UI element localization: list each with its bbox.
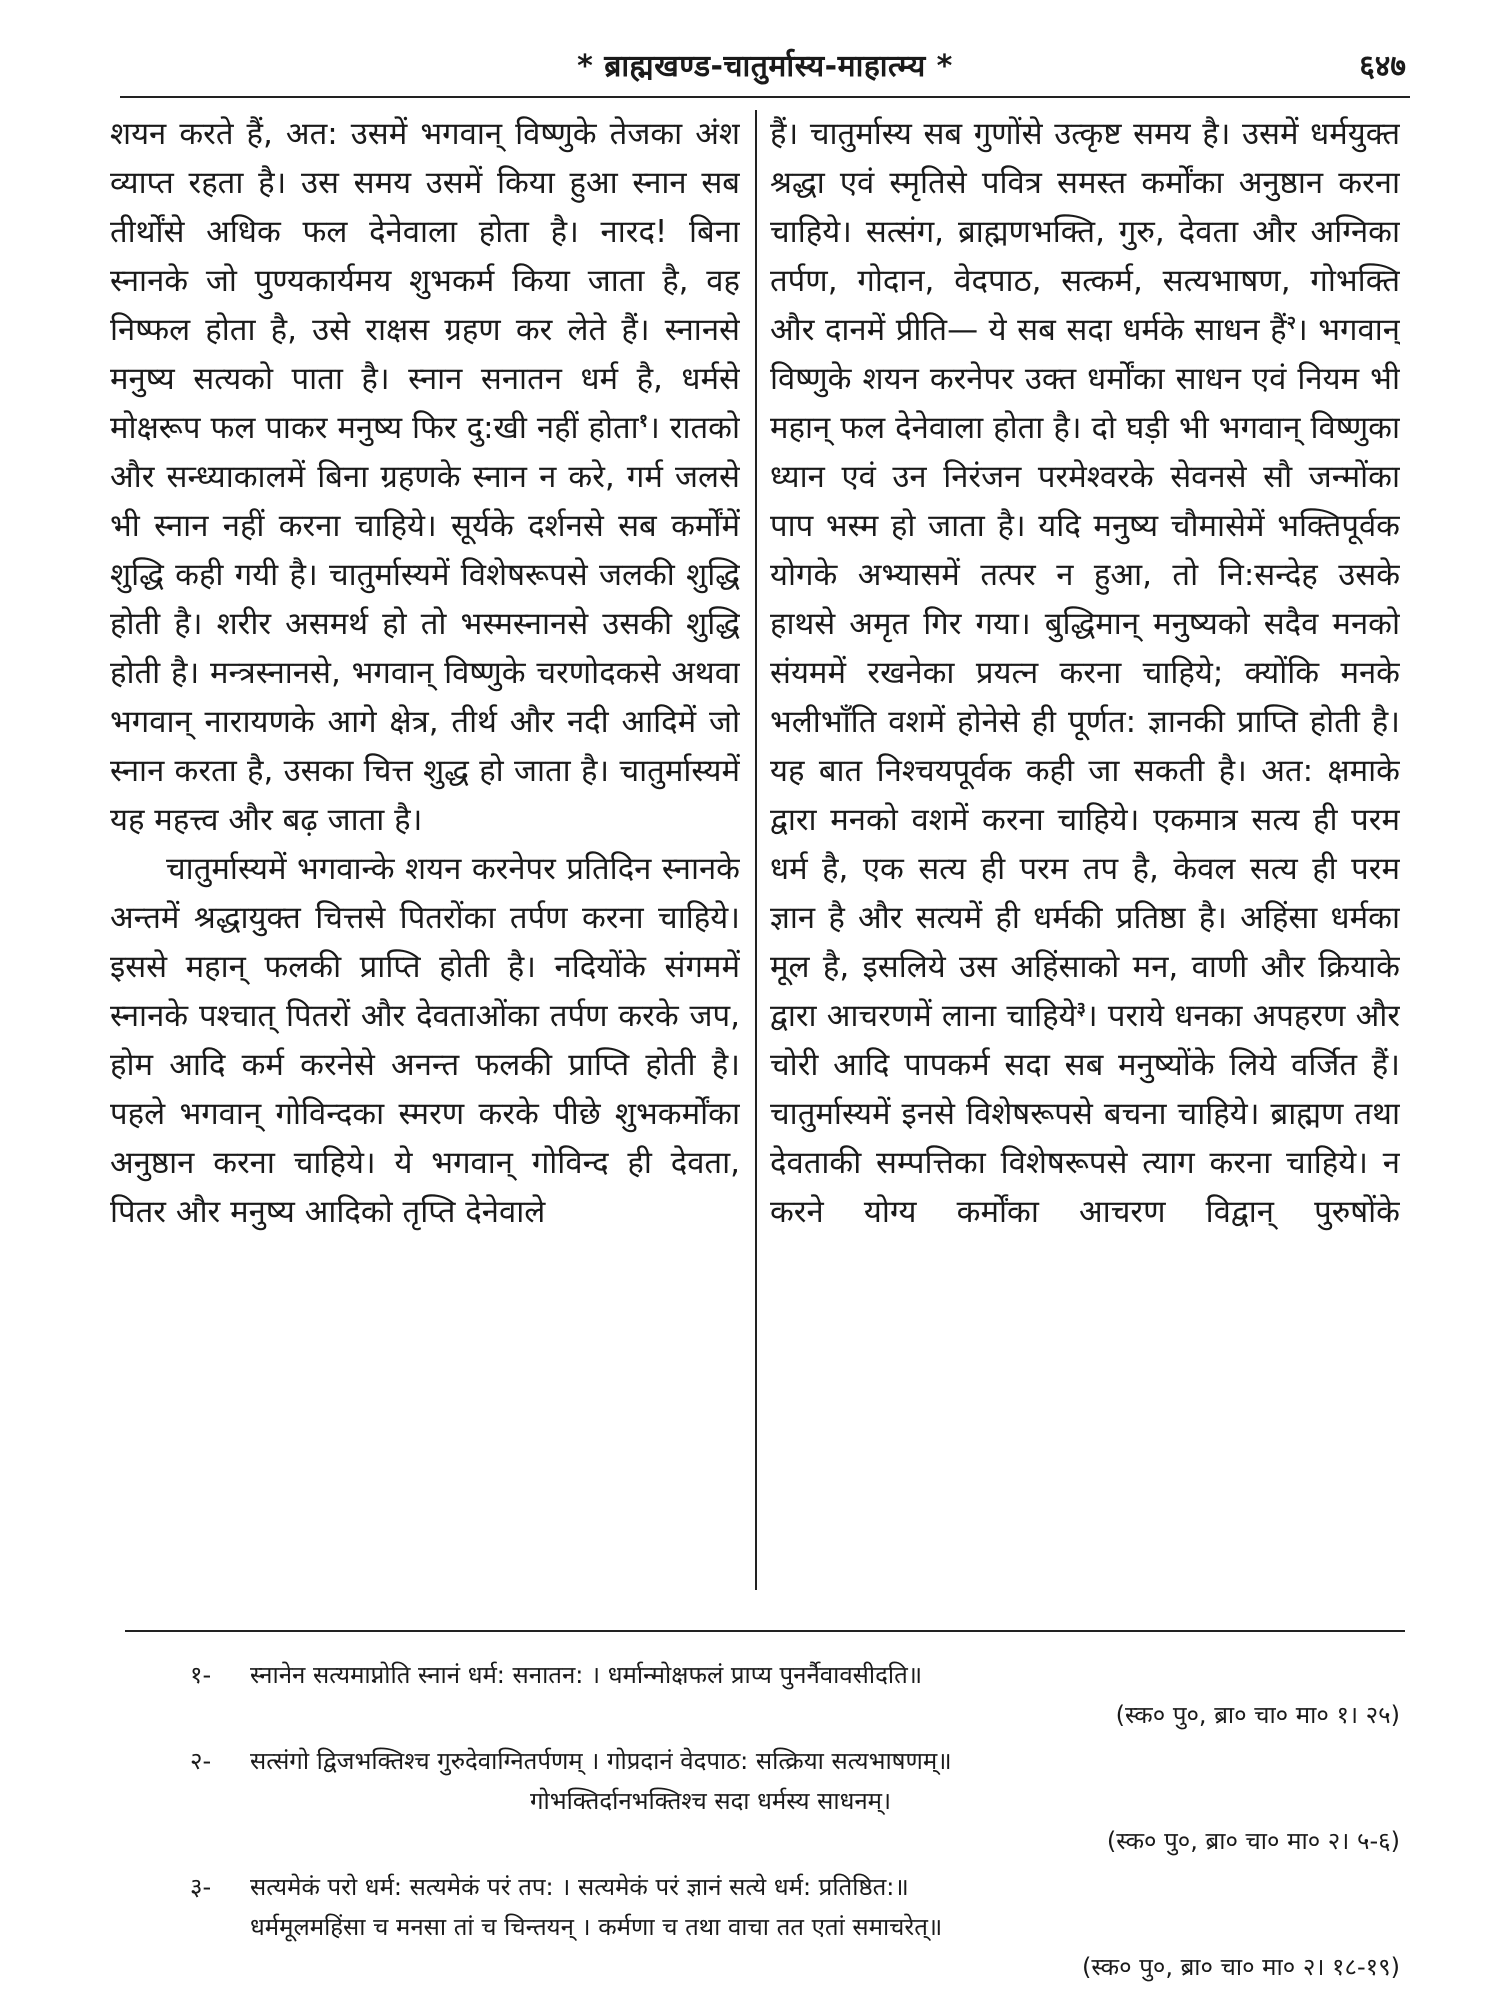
paragraph-1 xyxy=(110,110,740,845)
paragraph-1-text-cont: । रातको और सन्ध्याकालमें बिना ग्रहणके स्नान न करे, गर्म जलसे भी स्नान नहीं करना चाहिये। सूर्यके दर्शनसे सब कर्मोंमें शुद्धि कही गयी है। चातुर्मास्यमें विशेषरूपसे जलकी शुद्धि होती है। शरीर असमर्थ हो तो भस्मस्नानसे उसकी शुद्धि होती है। मन्त्रस्नानसे, भगवान् विष्णुके चरणोदकसे अथवा भगवान् नारायणके आगे क्षेत्र, तीर्थ और नदी आदिमें जो स्नान करता है, उसका चित्त शुद्ध हो जाता है। चातुर्मास्यमें यह महत्त्व और बढ़ जाता है। xyxy=(110,410,740,838)
footnote-number: २- xyxy=(190,1747,212,1775)
body-columns xyxy=(110,110,1410,1590)
footnote-verse-cont: गोभक्तिर्दानभक्तिश्च सदा धर्मस्य साधनम्। xyxy=(530,1787,892,1815)
left-column xyxy=(110,110,740,1590)
right-column xyxy=(770,110,1400,1590)
paragraph-2: चातुर्मास्यमें भगवान्के शयन करनेपर प्रतिदिन स्नानके अन्तमें श्रद्धायुक्त चित्तसे पितरोंका तर्पण करना चाहिये। इससे महान् फलकी प्राप्ति होती है। नदियोंके संगममें स्नानके पश्चात् पितरों और देवताओंका तर्पण करके जप, होम आदि कर्म करनेसे अनन्त फलकी प्राप्ति होती है। पहले भगवान् गोविन्दका स्मरण करके पीछे शुभकर्मोंका अनुष्ठान करना चाहिये। ये भगवान् गोविन्द ही देवता, पितर और मनुष्य आदिको तृप्ति देनेवाले xyxy=(110,851,740,1230)
footnote-ref-2[interactable]: २ xyxy=(1286,312,1296,334)
running-title: * ब्राह्मखण्ड-चातुर्मास्य-माहात्म्य * xyxy=(577,49,953,84)
footnote-number: ३- xyxy=(190,1873,212,1901)
footnote-ref-1[interactable]: १ xyxy=(638,410,649,432)
footnote-source: (स्क० पु०, ब्रा० चा० मा० २। १८-१९) xyxy=(1081,1953,1400,1981)
paragraph-3-text-cont: । भगवान् विष्णुके शयन करनेपर उक्त धर्मोंका साधन एवं नियम भी महान् फल देनेवाला होता है। दो घड़ी भी भगवान् विष्णुका ध्यान एवं उन निरंजन परमेश्वरके सेवनसे सौ जन्मोंका पाप भस्म हो जाता है। यदि मनुष्य चौमासेमें भक्तिपूर्वक योगके अभ्यासमें तत्पर न हुआ, तो नि:सन्देह उसके हाथसे अमृत गिर गया। बुद्धिमान् मनुष्यको सदैव मनको संयममें रखनेका प्रयत्न करना चाहिये; क्योंकि मनके भलीभाँति वशमें होनेसे ही पूर्णत: ज्ञानकी प्राप्ति होती है। यह बात निश्चयपूर्वक कही जा सकती है। अत: क्षमाके द्वारा मनको वशमें करना चाहिये। एकमात्र सत्य ही परम धर्म है, एक सत्य ही परम तप है, केवल सत्य ही परम ज्ञान है और सत्यमें ही धर्मकी प्रतिष्ठा है। अहिंसा धर्मका मूल है, इसलिये उस अहिंसाको मन, वाणी और क्रियाके द्वारा आचरणमें लाना चाहिये xyxy=(770,312,1400,1034)
paragraph-3-text: हैं। चातुर्मास्य सब गुणोंसे उत्कृष्ट समय है। उसमें धर्मयुक्त श्रद्धा एवं स्मृतिसे पवित्र समस्त कर्मोंका अनुष्ठान करना चाहिये। सत्संग, ब्राह्मणभक्ति, गुरु, देवता और अग्निका तर्पण, गोदान, वेदपाठ, सत्कर्म, सत्यभाषण, गोभक्ति और दानमें प्रीति— ये सब सदा धर्मके साधन हैं xyxy=(770,116,1400,348)
paragraph-3 xyxy=(770,110,1400,1237)
footnote-source: (स्क० पु०, ब्रा० चा० मा० १। २५) xyxy=(1115,1701,1400,1729)
footnote-ref-3[interactable]: ३ xyxy=(1076,998,1086,1020)
footnote-verse-cont: धर्ममूलमहिंसा च मनसा तां च चिन्तयन् । कर्मणा च तथा वाचा तत एतां समाचरेत्॥ xyxy=(250,1913,943,1941)
footnote-verse: स्नानेन सत्यमाप्नोति स्नानं धर्म: सनातन: । धर्मान्मोक्षफलं प्राप्य पुनर्नैवावसीदति॥ xyxy=(250,1661,923,1689)
footnote-verse: सत्संगो द्विजभक्तिश्च गुरुदेवाग्नितर्पणम् । गोप्रदानं वेदपाठ: सत्क्रिया सत्यभाषणम्॥ xyxy=(250,1747,952,1775)
column-divider xyxy=(755,110,757,1590)
footnote-number: १- xyxy=(190,1661,212,1689)
paragraph-1-text: शयन करते हैं, अत: उसमें भगवान् विष्णुके तेजका अंश व्याप्त रहता है। उस समय उसमें किया हुआ स्नान सब तीर्थोंसे अधिक फल देनेवाला होता है। नारद! बिना स्नानके जो पुण्यकार्यमय शुभकर्म किया जाता है, वह निष्फल होता है, उसे राक्षस ग्रहण कर लेते हैं। स्नानसे मनुष्य सत्यको पाता है। स्नान सनातन धर्म है, धर्मसे मोक्षरूप फल पाकर मनुष्य फिर दु:खी नहीं होता xyxy=(110,116,740,446)
footnotes xyxy=(190,1655,1400,1993)
footnote-2 xyxy=(190,1741,1400,1861)
page-number: ६४७ xyxy=(1359,49,1406,84)
footnote-3 xyxy=(190,1867,1400,1987)
footnote-1 xyxy=(190,1655,1400,1735)
footnote-rule xyxy=(125,1630,1405,1632)
page-header xyxy=(120,40,1410,98)
paragraph-3-text-end: । पराये धनका अपहरण और चोरी आदि पापकर्म सदा सब मनुष्योंके लिये वर्जित हैं। चातुर्मास्यमें इनसे विशेषरूपसे बचना चाहिये। ब्राह्मण तथा देवताकी सम्पत्तिका विशेषरूपसे त्याग करना चाहिये। न करने योग्य कर्मोंका आचरण विद्वान् पुरुषोंके xyxy=(770,998,1400,1230)
footnote-verse: सत्यमेकं परो धर्म: सत्यमेकं परं तप: । सत्यमेकं परं ज्ञानं सत्ये धर्म: प्रतिष्ठित:॥ xyxy=(250,1873,909,1901)
footnote-source: (स्क० पु०, ब्रा० चा० मा० २। ५-६) xyxy=(1106,1827,1400,1855)
